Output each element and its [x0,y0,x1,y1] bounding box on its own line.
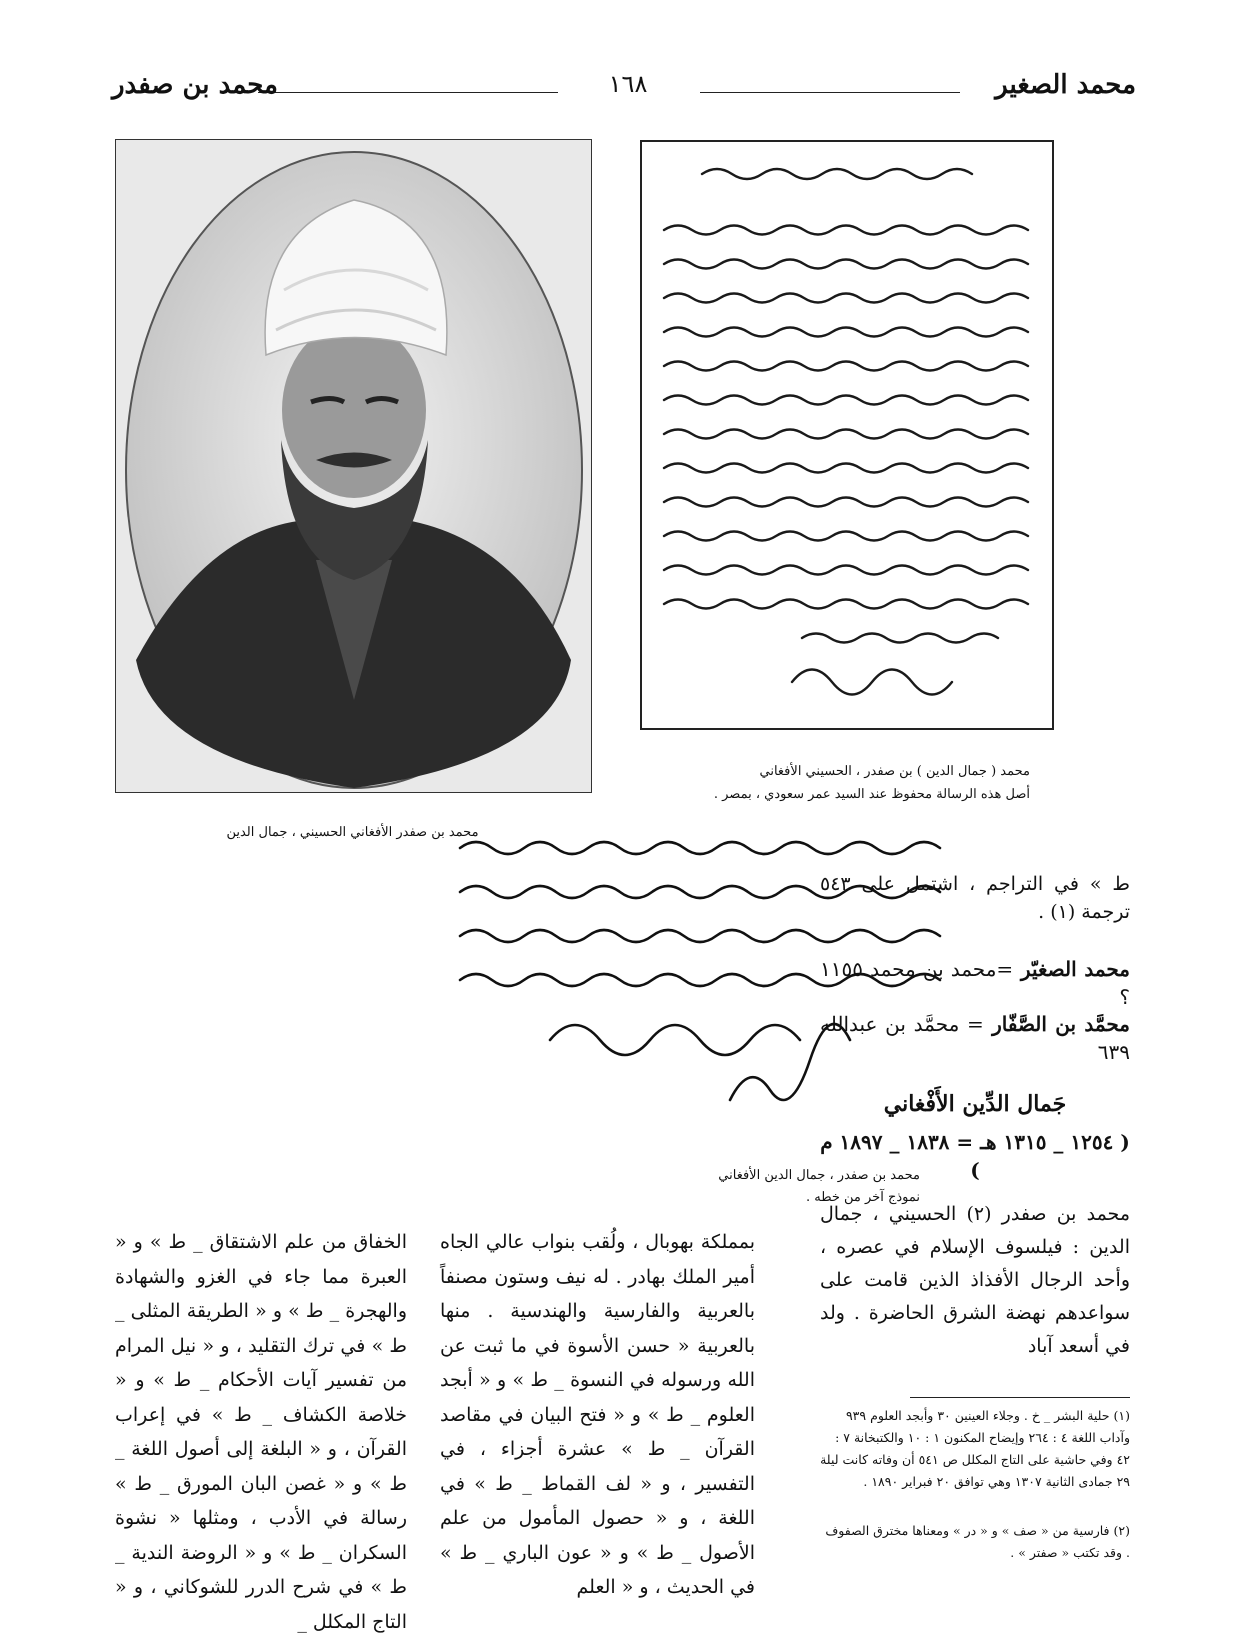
footnote-2: (٢) فارسية من « صف » و « در » ومعناها مخترق الصفوف . وقد تكتب « صفتر » . [825,1523,1130,1560]
page-number: ١٦٨ [608,70,648,98]
header-rule-left [258,92,558,93]
handwriting-caption-line-2: نموذج آخر من خطه . [805,1190,920,1205]
running-title-right: محمد الصغير [995,70,1136,100]
cross-reference-1-name: محمد الصغيّر [1020,957,1131,981]
body-column-middle: بمملكة بهوبال ، ولُقب بنواب عالي الجاه أمير الملك بهادر . له نيف وستون مصنفاً بالعربية والفارسية والهندسية . منها بالعربية « حسن الأسوة في ما ثبت عن الله ورسوله في النسوة _ ط » و « أبجد العلوم _ ط » و « فتح البيان في مقاصد القرآن _ ط » عشرة أجزاء ، في التفسير ، و « لف القماط _ ط » في اللغة ، و « حصول المأمول من علم الأصول _ ط » و « عون الباري _ ط » في الحديث ، و « العلم [440,1231,755,1598]
cross-reference-1-target: =محمد بن محمد ١١٥٥ ؟ [820,957,1130,1009]
letter-image [640,140,1054,730]
letter-caption-line-2: أصل هذه الرسالة محفوظ عند السيد عمر سعودي ، بمصر . [713,787,1030,802]
entry-text: محمد بن صفدر (٢) الحسيني ، جمال الدين : فيلسوف الإسلام في عصره ، وأحد الرجال الأفذاذ الذين قامت على سواعدهم نهضة الشرق الحاضرة . ولد في أسعد آباد [820,1203,1130,1357]
cross-reference-1 [820,955,1130,1011]
letter-caption-line-1: محمد ( جمال الدين ) بن صفدر ، الحسيني الأفغاني [759,764,1030,779]
entry-heading: جَمال الدِّين الأَفْغاني [883,1091,1067,1117]
header-rule-right [700,92,960,93]
cross-reference-2-target: = محمَّد بن عبدالله ٦٣٩ [820,1012,1130,1064]
footnote-1: (١) حلية البشر _ خ . وجلاء العينين ٣٠ وأبجد العلوم ٩٣٩ وآداب اللغة ٤ : ٢٦٤ وإيضاح المكنون ١ : ١٠ والكتبخانة ٧ : ٤٢ وفي حاشية على التاج المكلل ص ٥٤١ أن وفاته كانت ليلة ٢٩ جمادى الثانية ١٣٠٧ وهي توافق ٢٠ فبراير ١٨٩٠ . [820,1408,1130,1489]
portrait-caption: محمد بن صفدر الأفغاني الحسيني ، جمال الدين [226,825,479,840]
running-title-left: محمد بن صفدر [112,70,278,100]
previous-entry-continuation: ط » في التراجم ، اشتمل على ٥٤٣ ترجمة (١) . [820,873,1130,923]
body-column-left: الخفاق من علم الاشتقاق _ ط » و « العبرة مما جاء في الغزو والشهادة والهجرة _ ط » و « الطريقة المثلى _ ط » في ترك التقليد ، و « نيل المرام من تفسير آيات الأحكام _ ط » و « خلاصة الكشاف _ ط » في إعراب القرآن ، و « البلغة إلى أصول اللغة _ ط » و « غصن البان المورق _ ط » رسالة في الأدب ، ومثلها « نشوة السكران _ ط » و « الروضة الندية _ ط » في شرح الدرر للشوكاني ، و « التاج المكلل _ [115,1231,407,1633]
portrait-image [116,140,591,792]
entry-dates: ( ١٢٥٤ _ ١٣١٥ هـ = ١٨٣٨ _ ١٨٩٧ م ) [820,1130,1130,1182]
portrait-photo [115,139,592,793]
cross-reference-2-name: محمَّد بن الصَّفّار [992,1012,1131,1036]
handwritten-letter-image [642,142,1052,728]
letter-caption [610,760,1030,806]
footnote-rule [910,1397,1130,1398]
handwriting-caption-line-1: محمد بن صفدر ، جمال الدين الأفغاني [718,1168,920,1183]
cross-reference-2 [820,1010,1130,1066]
